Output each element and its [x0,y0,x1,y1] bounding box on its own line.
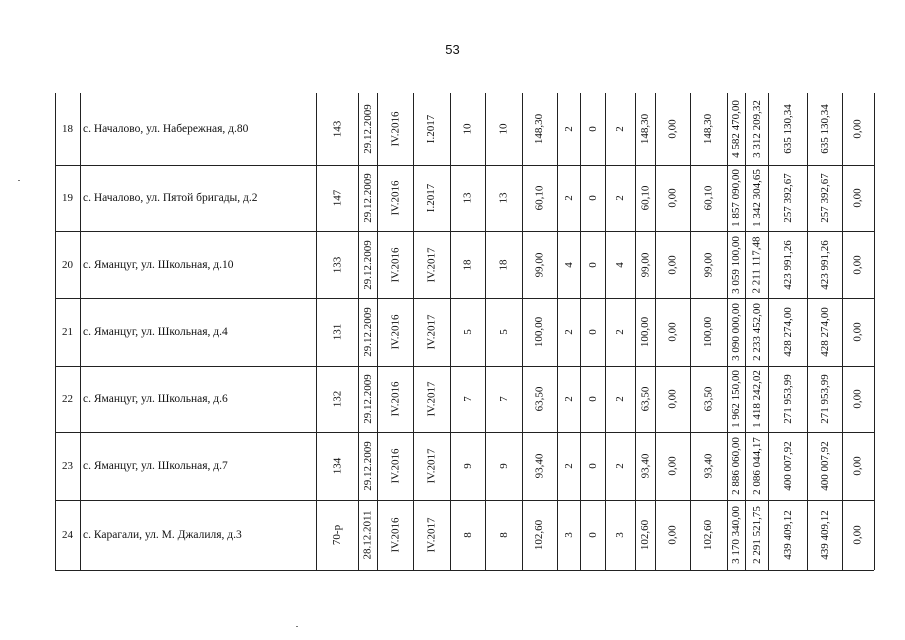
cell-m5 [842,231,874,298]
cell-text: 8 [497,532,510,538]
cell-text: 10 [461,123,474,135]
cell-n [55,298,80,366]
cell-end [413,93,450,165]
cell-d1 [557,93,580,165]
cell-text: 63,50 [702,386,715,412]
cell-text: 70-р [330,524,343,546]
cell-m3 [768,231,807,298]
cell-text: 3 059 100,00 [730,235,742,294]
cell-text: 20 [62,258,73,271]
cell-c1 [450,231,485,298]
cell-text: 100,00 [702,316,715,348]
scan-speck [18,180,20,181]
cell-a3 [690,366,727,432]
cell-a2 [655,231,690,298]
cell-m4 [807,231,842,298]
cell-text: 28.12.2011 [361,510,374,560]
cell-text: 99,00 [639,252,651,277]
cell-c2 [485,165,522,231]
cell-n [55,231,80,298]
cell-house-no [316,231,358,298]
cell-text: 93,40 [702,453,715,479]
cell-text: 0,00 [666,525,679,545]
cell-a1 [635,500,655,570]
cell-text: 13 [497,192,510,204]
cell-text: 2 291 521,75 [750,506,763,564]
cell-text: с. Яманцуг, ул. Школьная, д.4 [83,326,228,338]
cell-text: 3 090 000,00 [730,303,742,361]
cell-n [55,93,80,165]
cell-m5 [842,432,874,500]
cell-n [55,366,80,432]
cell-text: 5 [461,329,474,335]
cell-text: 60,10 [533,185,546,211]
cell-text: 29.12.2009 [361,307,374,357]
cell-start [377,500,413,570]
cell-m5 [842,165,874,231]
cell-text: 29.12.2009 [361,104,374,154]
cell-text: 2 [614,329,626,335]
cell-text: 102,60 [702,519,715,551]
cell-m4 [807,298,842,366]
cell-text: 2 [614,463,626,469]
cell-text: I.2017 [425,183,438,213]
cell-m4 [807,432,842,500]
cell-text: 60,10 [702,185,715,211]
table-row [0,231,905,298]
cell-text: 102,60 [639,519,651,551]
cell-a2 [655,93,690,165]
cell-a1 [635,93,655,165]
cell-a3 [690,93,727,165]
table-row [0,165,905,231]
cell-address [80,298,316,366]
cell-text: 2 886 060,00 [730,437,742,495]
cell-text: 93,40 [639,453,651,479]
cell-text: с. Яманцуг, ул. Школьная, д.7 [83,460,228,472]
cell-text: 8 [461,532,474,538]
cell-text: 134 [331,457,343,475]
cell-text: 21 [62,326,73,338]
cell-m3 [768,165,807,231]
cell-d2 [580,93,605,165]
cell-text: 99,00 [702,252,715,277]
cell-d2 [580,298,605,366]
cell-text: 2 086 044,17 [750,437,763,495]
cell-text: с. Началово, ул. Пятой бригады, д.2 [83,192,258,204]
cell-a3 [690,165,727,231]
cell-text: 0,00 [852,456,864,476]
cell-c2 [485,500,522,570]
cell-text: 10 [497,123,510,135]
cell-d1 [557,231,580,298]
cell-text: 3 170 340,00 [730,506,742,564]
cell-text: 3 312 209,32 [750,100,763,158]
cell-text: 7 [461,396,474,402]
cell-text: 148,30 [639,113,651,145]
table-row [0,93,905,165]
cell-m5 [842,500,874,570]
cell-m3 [768,93,807,165]
cell-m1 [727,93,745,165]
cell-address [80,366,316,432]
cell-text: 1 342 304,65 [750,169,763,227]
cell-text: 0,00 [666,389,679,409]
cell-end [413,165,450,231]
cell-area [522,500,557,570]
cell-text: 2 [562,463,575,469]
cell-m4 [807,165,842,231]
cell-c2 [485,93,522,165]
cell-n [55,165,80,231]
cell-m5 [842,93,874,165]
cell-m2 [745,231,768,298]
cell-text: 423 991,26 [818,239,831,290]
cell-a1 [635,165,655,231]
cell-start [377,298,413,366]
cell-a3 [690,298,727,366]
cell-text: 257 392,67 [781,173,794,223]
cell-text: 0 [586,261,599,268]
cell-a2 [655,298,690,366]
cell-n [55,500,80,570]
cell-text: 9 [461,463,474,469]
cell-c1 [450,366,485,432]
cell-text: 0,00 [666,456,679,476]
cell-m3 [768,500,807,570]
cell-text: 2 233 452,00 [750,303,763,361]
cell-text: 2 [562,195,575,201]
cell-text: 4 [614,261,626,268]
cell-text: 0,00 [852,389,864,409]
cell-text: 0,00 [852,322,864,342]
cell-date [358,231,377,298]
cell-text: 29.12.2009 [361,374,374,424]
cell-text: 2 [614,195,626,201]
cell-start [377,93,413,165]
cell-text: 439 409,12 [781,510,794,560]
cell-text: 9 [497,463,510,469]
cell-area [522,432,557,500]
cell-text: 0,00 [852,525,864,545]
cell-m4 [807,93,842,165]
table-row [0,500,905,570]
cell-text: 29.12.2009 [361,441,374,491]
cell-m5 [842,298,874,366]
cell-a1 [635,298,655,366]
cell-address [80,500,316,570]
cell-m2 [745,432,768,500]
cell-d3 [605,93,635,165]
cell-text: 271 953,99 [818,374,831,424]
cell-area [522,298,557,366]
cell-c1 [450,93,485,165]
cell-text: 0 [586,329,599,335]
cell-text: с. Карагали, ул. М. Джалиля, д.3 [83,529,242,541]
cell-d2 [580,432,605,500]
cell-text: 3 [614,532,626,538]
cell-text: IV.2016 [388,247,401,282]
cell-start [377,165,413,231]
cell-text: 18 [62,123,73,135]
cell-m1 [727,366,745,432]
cell-text: 22 [62,393,73,405]
cell-date [358,432,377,500]
table-row [0,432,905,500]
cell-text: 439 409,12 [818,510,831,560]
cell-address [80,432,316,500]
cell-d1 [557,298,580,366]
cell-date [358,366,377,432]
cell-house-no [316,93,358,165]
cell-text: 148,30 [533,113,546,145]
cell-text: IV.2017 [425,381,438,417]
cell-text: 0,00 [666,119,679,139]
cell-text: с. Яманцуг, ул. Школьная, д.6 [83,393,228,405]
cell-m1 [727,298,745,366]
cell-d1 [557,500,580,570]
cell-text: 7 [497,396,510,402]
cell-a1 [635,432,655,500]
cell-a1 [635,366,655,432]
cell-a1 [635,231,655,298]
cell-d3 [605,366,635,432]
cell-text: IV.2016 [388,314,401,350]
cell-d3 [605,165,635,231]
cell-c2 [485,366,522,432]
cell-area [522,165,557,231]
cell-m2 [745,298,768,366]
cell-text: 60,10 [639,185,651,211]
cell-d2 [580,500,605,570]
cell-text: IV.2017 [425,448,438,484]
cell-text: 63,50 [639,386,651,412]
cell-m2 [745,500,768,570]
cell-text: 3 [562,532,575,538]
cell-text: 400 007,92 [818,441,831,491]
cell-d3 [605,432,635,500]
cell-text: 23 [62,460,73,472]
cell-start [377,366,413,432]
cell-text: IV.2016 [388,381,401,417]
cell-address [80,93,316,165]
cell-text: с. Началово, ул. Набережная, д.80 [83,123,249,135]
cell-a3 [690,500,727,570]
cell-house-no [316,500,358,570]
cell-text: 0,00 [852,254,864,275]
cell-text: 400 007,92 [781,441,794,491]
table-row-rule [55,570,874,571]
cell-address [80,231,316,298]
cell-house-no [316,366,358,432]
cell-c1 [450,432,485,500]
cell-text: IV.2016 [388,111,401,147]
cell-text: 0 [586,396,599,402]
cell-text: 93,40 [533,453,546,479]
cell-start [377,432,413,500]
cell-a2 [655,500,690,570]
cell-date [358,298,377,366]
cell-start [377,231,413,298]
cell-text: I.2017 [425,114,438,144]
cell-a2 [655,366,690,432]
cell-d3 [605,298,635,366]
table-row [0,298,905,366]
cell-text: 0,00 [852,119,864,139]
cell-text: 18 [497,259,510,270]
cell-text: 2 [614,396,626,402]
cell-text: 4 [562,261,575,268]
cell-text: 1 962 150,00 [730,370,742,428]
cell-text: 0 [586,532,599,538]
cell-m2 [745,165,768,231]
cell-area [522,366,557,432]
cell-text: 102,60 [533,519,546,551]
cell-text: IV.2016 [388,517,401,553]
cell-d2 [580,366,605,432]
cell-c2 [485,231,522,298]
cell-d2 [580,165,605,231]
cell-m1 [727,500,745,570]
cell-text: 2 [562,126,575,132]
cell-address [80,165,316,231]
cell-end [413,500,450,570]
cell-n [55,432,80,500]
cell-end [413,366,450,432]
cell-text: 18 [461,259,474,270]
cell-m4 [807,366,842,432]
cell-end [413,432,450,500]
cell-m3 [768,432,807,500]
cell-text: 0 [586,195,599,201]
cell-area [522,93,557,165]
cell-a2 [655,165,690,231]
cell-house-no [316,298,358,366]
cell-c2 [485,432,522,500]
cell-m1 [727,432,745,500]
cell-end [413,298,450,366]
cell-c1 [450,500,485,570]
scan-speck [296,626,298,627]
cell-text: IV.2017 [425,517,438,553]
cell-d1 [557,165,580,231]
cell-text: 0,00 [666,322,679,342]
cell-text: 1 418 242,02 [750,370,763,428]
cell-d3 [605,231,635,298]
cell-text: 428 274,00 [818,307,831,357]
cell-text: 635 130,34 [781,104,794,154]
cell-date [358,500,377,570]
cell-text: 1 857 090,00 [730,169,742,227]
cell-text: 2 211 117,48 [750,236,763,293]
cell-m2 [745,366,768,432]
cell-text: 131 [331,323,343,341]
cell-text: 257 392,67 [818,173,831,223]
cell-text: 147 [331,189,343,207]
table-row [0,366,905,432]
cell-d2 [580,231,605,298]
cell-a3 [690,231,727,298]
cell-text: IV.2016 [388,448,401,484]
cell-m2 [745,93,768,165]
cell-m1 [727,165,745,231]
cell-date [358,93,377,165]
cell-area [522,231,557,298]
cell-a2 [655,432,690,500]
cell-d1 [557,366,580,432]
cell-text: 2 [562,329,575,335]
cell-m1 [727,231,745,298]
cell-text: 2 [562,396,575,402]
cell-text: 132 [331,390,343,408]
cell-text: 0 [586,126,599,132]
cell-text: 29.12.2009 [361,239,374,290]
cell-d1 [557,432,580,500]
cell-c2 [485,298,522,366]
cell-text: 2 [614,126,626,132]
cell-house-no [316,165,358,231]
page-number: 53 [445,42,460,57]
cell-text: 5 [497,329,510,335]
cell-text: 100,00 [533,316,546,348]
cell-text: 0 [586,463,599,469]
cell-text: 0,00 [666,188,679,208]
cell-text: 271 953,99 [781,374,794,424]
cell-c1 [450,165,485,231]
cell-d3 [605,500,635,570]
cell-text: 99,00 [533,252,546,277]
cell-text: 24 [62,529,73,541]
cell-text: IV.2016 [388,180,401,216]
cell-text: 635 130,34 [818,104,831,154]
cell-text: 4 582 470,00 [730,100,742,158]
cell-date [358,165,377,231]
cell-a3 [690,432,727,500]
cell-text: 19 [62,192,73,204]
cell-text: 0,00 [852,188,864,208]
cell-c1 [450,298,485,366]
cell-text: с. Яманцуг, ул. Школьная, д.10 [83,258,234,271]
cell-text: 0,00 [666,254,679,275]
cell-text: IV.2017 [425,314,438,350]
cell-text: 148,30 [702,113,715,145]
cell-house-no [316,432,358,500]
cell-m4 [807,500,842,570]
cell-text: IV.2017 [425,247,438,282]
cell-text: 29.12.2009 [361,173,374,223]
cell-end [413,231,450,298]
cell-m3 [768,366,807,432]
cell-text: 63,50 [533,386,546,412]
cell-text: 100,00 [639,316,651,348]
cell-text: 428 274,00 [781,307,794,357]
cell-text: 143 [331,120,343,138]
cell-text: 13 [461,192,474,204]
cell-text: 133 [331,256,343,273]
cell-text: 423 991,26 [781,239,794,290]
cell-m5 [842,366,874,432]
cell-m3 [768,298,807,366]
